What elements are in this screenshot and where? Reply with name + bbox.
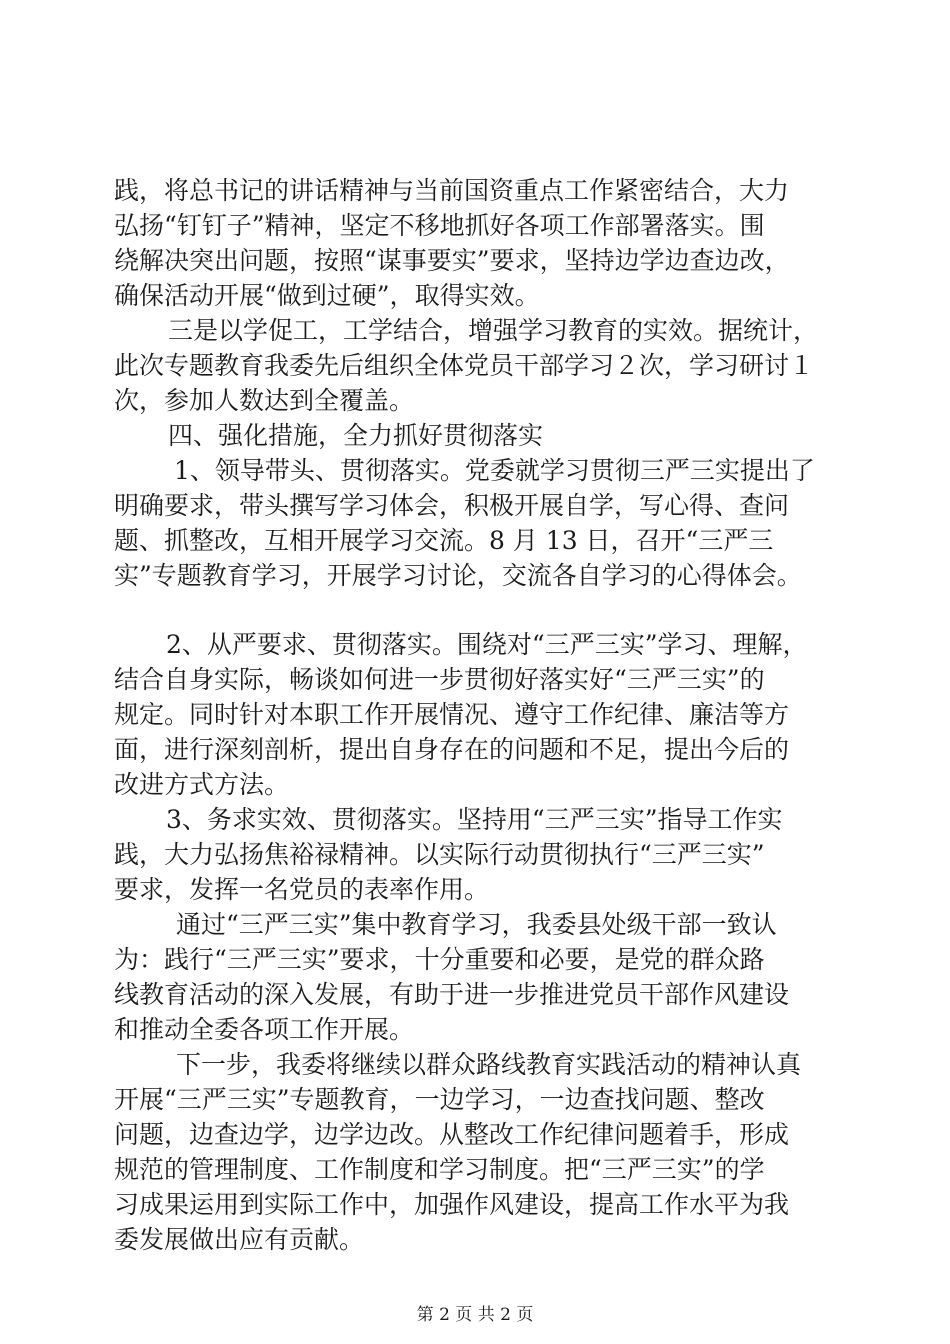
paragraph-line: 规定。同时针对本职工作开展情况、遵守工作纪律、廉洁等方 [114,700,790,729]
paragraph-line: 通过“三严三实”集中教育学习，我委县处级干部一致认 [176,910,777,939]
paragraph-line: 次，参加人数达到全覆盖。 [114,386,415,415]
paragraph-line: 改进方式方法。 [114,770,290,799]
paragraph-line: 2、从严要求、贯彻落实。围绕对“三严三实”学习、理解， [166,630,808,659]
paragraph-line: 三是以学促工，工学结合，增强学习教育的实效。据统计， [168,316,819,345]
paragraph-line: 实”专题教育学习，开展学习讨论，交流各自学习的心得体会。 [114,561,802,590]
paragraph-line: 践，将总书记的讲话精神与当前国资重点工作紧密结合，大力 [114,176,790,205]
paragraph-line: 绕解决突出问题，按照“谋事要实”要求，坚持边学边查边改， [114,246,790,275]
paragraph-line: 此次专题教育我委先后组织全体党员干部学习２次，学习研讨１ [114,351,815,380]
paragraph-line: 问题，边查边学，边学边改。从整改工作纪律问题着手，形成 [114,1120,790,1149]
paragraph-line: 践，大力弘扬焦裕禄精神。以实际行动贯彻执行“三严三实” [114,840,765,869]
paragraph-line: 要求，发挥一名党员的表率作用。 [114,875,490,904]
paragraph-line: 3、务求实效、贯彻落实。坚持用“三严三实”指导工作实 [166,805,783,834]
paragraph-line: 明确要求，带头撰写学习体会，积极开展自学，写心得、查问 [114,491,790,520]
paragraph-line: 面，进行深刻剖析，提出自身存在的问题和不足，提出今后的 [114,735,790,764]
paragraph-line: 1、领导带头、贯彻落实。党委就学习贯彻三严三实提出了 [174,456,815,485]
paragraph-line: 委发展做出应有贡献。 [114,1225,365,1254]
paragraph-line: 结合自身实际，畅谈如何进一步贯彻好落实好“三严三实”的 [114,665,765,694]
paragraph-line: 弘扬“钉钉子”精神，坚定不移地抓好各项工作部署落实。围 [114,211,765,240]
paragraph-line: 开展“三严三实”专题教育，一边学习，一边查找问题、整改 [114,1085,765,1114]
paragraph-line: 为：践行“三严三实”要求，十分重要和必要，是党的群众路 [114,945,765,974]
section-heading: 四、强化措施，全力抓好贯彻落实 [168,421,544,450]
paragraph-line: 题、抓整改，互相开展学习交流。8 月 13 日，召开“三严三 [114,526,774,555]
paragraph-line: 下一步，我委将继续以群众路线教育实践活动的精神认真 [176,1050,802,1079]
paragraph-line: 线教育活动的深入发展，有助于进一步推进党员干部作风建设 [114,980,790,1009]
page-footer: 第 2 页 共 2 页 [416,1305,534,1325]
paragraph-line: 习成果运用到实际工作中，加强作风建设，提高工作水平为我 [114,1190,790,1219]
paragraph-line: 和推动全委各项工作开展。 [114,1015,415,1044]
paragraph-line: 确保活动开展“做到过硬”，取得实效。 [114,281,540,310]
paragraph-line: 规范的管理制度、工作制度和学习制度。把“三严三实”的学 [114,1155,765,1184]
